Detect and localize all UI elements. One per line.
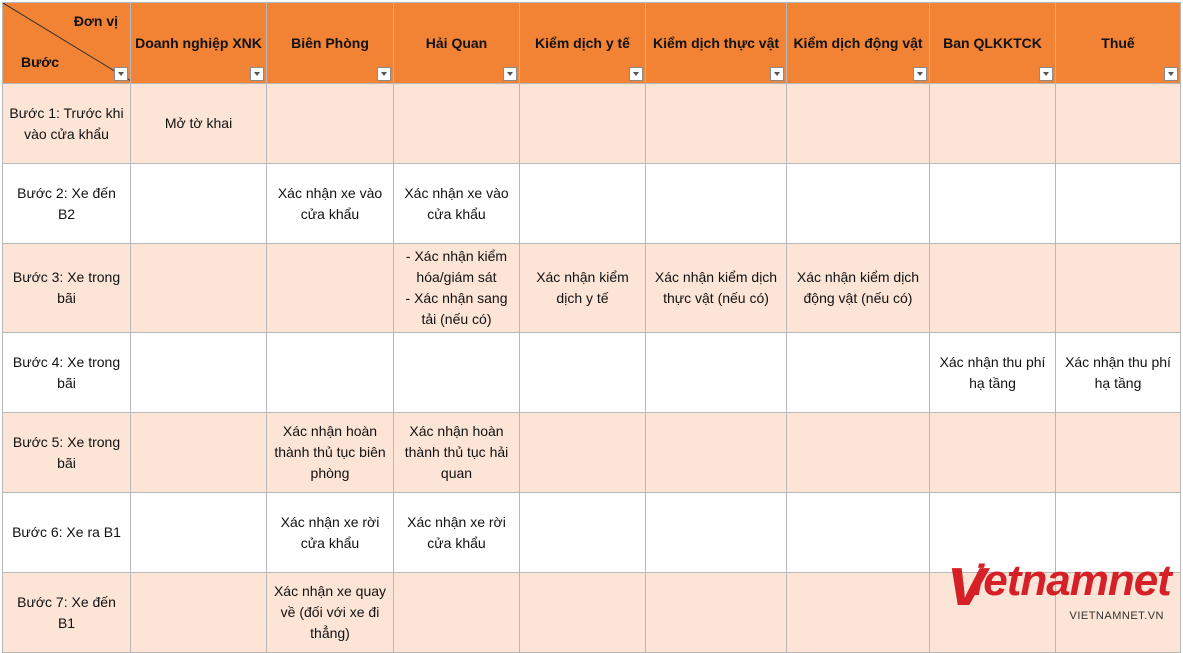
step-cell: Bước 7: Xe đến B1 bbox=[3, 573, 131, 653]
table-cell bbox=[1056, 413, 1181, 493]
step-cell: Bước 5: Xe trong bãi bbox=[3, 413, 131, 493]
table-cell: Xác nhận hoàn thành thủ tục hải quan bbox=[394, 413, 520, 493]
column-header-kiem-dich-thuc-vat bbox=[646, 3, 787, 84]
table-cell bbox=[787, 164, 930, 244]
table-cell: Xác nhận thu phí hạ tầng bbox=[1056, 333, 1181, 413]
table-cell: Xác nhận kiểm dịch thực vật (nếu có) bbox=[646, 244, 787, 333]
table-cell bbox=[1056, 84, 1181, 164]
column-header-label: Hải Quan bbox=[425, 34, 488, 51]
column-header-label: Biên Phòng bbox=[291, 34, 369, 51]
filter-dropdown-icon[interactable] bbox=[913, 67, 927, 81]
step-cell: Bước 6: Xe ra B1 bbox=[3, 493, 131, 573]
step-cell: Bước 1: Trước khi vào cửa khẩu bbox=[3, 84, 131, 164]
table-row bbox=[3, 244, 1181, 333]
corner-unit-label: Đơn vị bbox=[73, 13, 118, 29]
table-cell bbox=[787, 333, 930, 413]
step-cell: Bước 3: Xe trong bãi bbox=[3, 244, 131, 333]
logo-v-mark: v bbox=[948, 542, 987, 620]
filter-dropdown-icon[interactable] bbox=[377, 67, 391, 81]
column-header-doanh-nghiep bbox=[131, 3, 267, 84]
column-header-label: Ban QLKKTCK bbox=[943, 34, 1042, 51]
filter-dropdown-icon[interactable] bbox=[1039, 67, 1053, 81]
table-cell: Xác nhận xe rời cửa khẩu bbox=[394, 493, 520, 573]
table-cell bbox=[646, 84, 787, 164]
table-cell bbox=[787, 413, 930, 493]
table-cell: Mở tờ khai bbox=[131, 84, 267, 164]
table-cell bbox=[646, 573, 787, 653]
table-cell bbox=[520, 333, 646, 413]
column-header-label: Kiểm dịch thực vật bbox=[652, 34, 780, 51]
table-cell: Xác nhận hoàn thành thủ tục biên phòng bbox=[267, 413, 394, 493]
table-cell bbox=[394, 333, 520, 413]
list-item: - Xác nhận sang tải (nếu có) bbox=[405, 290, 508, 327]
corner-header bbox=[3, 3, 131, 84]
table-row bbox=[3, 413, 1181, 493]
step-cell: Bước 2: Xe đến B2 bbox=[3, 164, 131, 244]
table-cell bbox=[520, 164, 646, 244]
table-cell bbox=[787, 84, 930, 164]
table-cell bbox=[1056, 164, 1181, 244]
vietnamnet-watermark bbox=[948, 542, 1171, 624]
table-cell: Xác nhận xe quay về (đối với xe đi thẳng) bbox=[267, 573, 394, 653]
table-row bbox=[3, 84, 1181, 164]
filter-dropdown-icon[interactable] bbox=[114, 67, 128, 81]
filter-dropdown-icon[interactable] bbox=[250, 67, 264, 81]
table-cell bbox=[131, 333, 267, 413]
table-row bbox=[3, 164, 1181, 244]
table-cell: Xác nhận xe vào cửa khẩu bbox=[394, 164, 520, 244]
table-cell bbox=[394, 84, 520, 164]
filter-dropdown-icon[interactable] bbox=[770, 67, 784, 81]
filter-dropdown-icon[interactable] bbox=[1164, 67, 1178, 81]
table-cell: Xác nhận kiểm dịch y tế bbox=[520, 244, 646, 333]
column-header-label: Doanh nghiệp XNK bbox=[135, 34, 262, 51]
filter-dropdown-icon[interactable] bbox=[503, 67, 517, 81]
filter-dropdown-icon[interactable] bbox=[629, 67, 643, 81]
table-cell bbox=[646, 413, 787, 493]
table-cell: Xác nhận xe vào cửa khẩu bbox=[267, 164, 394, 244]
table-cell bbox=[787, 493, 930, 573]
table-cell bbox=[131, 493, 267, 573]
table-cell bbox=[520, 84, 646, 164]
table-cell bbox=[520, 493, 646, 573]
table-cell bbox=[131, 164, 267, 244]
table-cell-hai-quan-list bbox=[394, 244, 520, 333]
step-cell: Bước 4: Xe trong bãi bbox=[3, 333, 131, 413]
list-item: - Xác nhận kiểm hóa/giám sát bbox=[405, 248, 508, 285]
table-cell bbox=[131, 413, 267, 493]
column-header-label: Kiểm dịch động vật bbox=[793, 34, 923, 51]
table-cell bbox=[930, 164, 1056, 244]
column-header-bien-phong bbox=[267, 3, 394, 84]
table-cell bbox=[267, 333, 394, 413]
header-row bbox=[3, 3, 1181, 84]
table-cell bbox=[646, 493, 787, 573]
column-header-hai-quan bbox=[394, 3, 520, 84]
column-header-kiem-dich-dong-vat bbox=[787, 3, 930, 84]
table-cell bbox=[520, 413, 646, 493]
table-cell bbox=[930, 413, 1056, 493]
table-cell bbox=[267, 84, 394, 164]
table-cell bbox=[1056, 244, 1181, 333]
table-cell bbox=[787, 573, 930, 653]
table-cell: Xác nhận kiểm dịch động vật (nếu có) bbox=[787, 244, 930, 333]
table-cell bbox=[267, 244, 394, 333]
table-cell bbox=[930, 84, 1056, 164]
table-cell: Xác nhận thu phí hạ tầng bbox=[930, 333, 1056, 413]
column-header-label: Kiểm dịch y tế bbox=[535, 34, 630, 51]
table-row bbox=[3, 333, 1181, 413]
column-header-kiem-dich-y-te bbox=[520, 3, 646, 84]
table-cell bbox=[131, 244, 267, 333]
column-header-label: Thuế bbox=[1101, 34, 1135, 51]
table-cell bbox=[520, 573, 646, 653]
table-cell bbox=[394, 573, 520, 653]
corner-step-label: Bước bbox=[21, 54, 59, 70]
logo-wordmark: ietnamnet bbox=[972, 556, 1171, 605]
column-header-thue bbox=[1056, 3, 1181, 84]
logo-url: VIETNAMNET.VN bbox=[1069, 610, 1164, 622]
table-cell bbox=[930, 244, 1056, 333]
table-cell: Xác nhận xe rời cửa khẩu bbox=[267, 493, 394, 573]
table-cell bbox=[646, 164, 787, 244]
table-cell bbox=[646, 333, 787, 413]
column-header-ban-qlkktck bbox=[930, 3, 1056, 84]
table-cell bbox=[131, 573, 267, 653]
